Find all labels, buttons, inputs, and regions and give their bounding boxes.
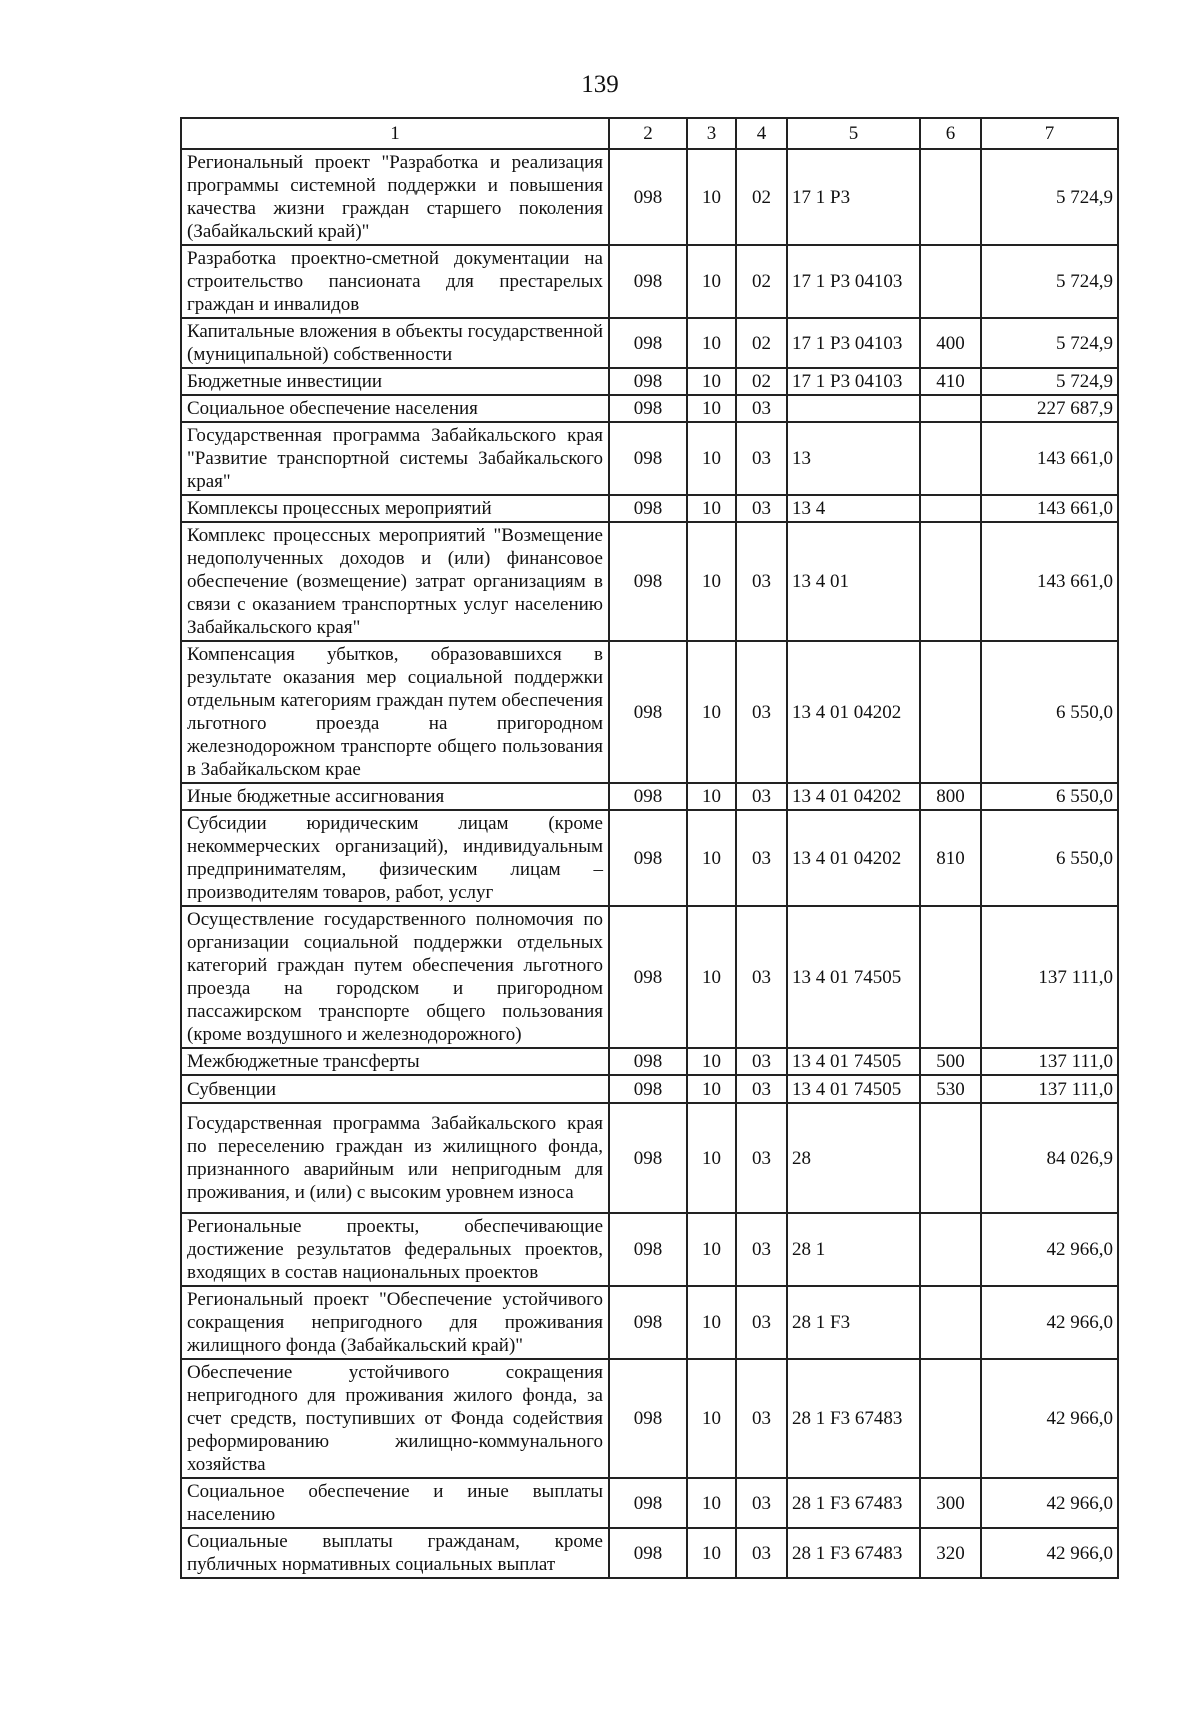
row-expense-type [920, 149, 981, 245]
row-ministry-code: 098 [609, 783, 687, 810]
row-ministry-code: 098 [609, 1478, 687, 1528]
row-subsection-code: 03 [736, 422, 787, 495]
table-body [181, 149, 1118, 1578]
row-name: Компенсация убытков, образовавшихся в результате оказания мер социальной поддержки отдельным категориям граждан путем обеспечения льготного проезда на пригородном железнодорожном транспорте общего пользования в Забайкальском крае [181, 641, 609, 783]
row-name: Региональный проект "Разработка и реализация программы системной поддержки и повышения качества жизни граждан старшего поколения (Забайкальский край)" [181, 149, 609, 245]
row-target-article: 28 1 F3 [787, 1286, 920, 1359]
row-amount: 137 111,0 [981, 1048, 1118, 1075]
row-section-code: 10 [687, 1359, 736, 1478]
row-ministry-code: 098 [609, 318, 687, 368]
table-row [181, 783, 1118, 810]
row-section-code: 10 [687, 495, 736, 522]
table-row [181, 422, 1118, 495]
header-col-3: 3 [687, 118, 736, 149]
row-amount: 42 966,0 [981, 1528, 1118, 1578]
row-amount: 42 966,0 [981, 1213, 1118, 1286]
row-ministry-code: 098 [609, 1286, 687, 1359]
row-subsection-code: 02 [736, 149, 787, 245]
row-section-code: 10 [687, 1528, 736, 1578]
table-row [181, 1528, 1118, 1578]
row-section-code: 10 [687, 368, 736, 395]
row-subsection-code: 03 [736, 1048, 787, 1075]
row-amount: 42 966,0 [981, 1478, 1118, 1528]
table-row [181, 1359, 1118, 1478]
row-target-article: 17 1 Р3 [787, 149, 920, 245]
row-ministry-code: 098 [609, 495, 687, 522]
table-row [181, 149, 1118, 245]
row-target-article: 13 4 01 [787, 522, 920, 641]
row-subsection-code: 03 [736, 1075, 787, 1103]
row-target-article: 13 4 01 74505 [787, 1075, 920, 1103]
table-row [181, 495, 1118, 522]
row-section-code: 10 [687, 783, 736, 810]
row-amount: 42 966,0 [981, 1359, 1118, 1478]
row-ministry-code: 098 [609, 368, 687, 395]
row-expense-type [920, 1103, 981, 1213]
row-target-article: 17 1 Р3 04103 [787, 368, 920, 395]
row-name: Государственная программа Забайкальского края "Развитие транспортной системы Забайкальского края" [181, 422, 609, 495]
row-target-article: 28 1 F3 67483 [787, 1359, 920, 1478]
row-section-code: 10 [687, 149, 736, 245]
header-col-5: 5 [787, 118, 920, 149]
row-amount: 6 550,0 [981, 641, 1118, 783]
row-ministry-code: 098 [609, 1048, 687, 1075]
row-ministry-code: 098 [609, 395, 687, 422]
row-section-code: 10 [687, 906, 736, 1048]
row-amount: 143 661,0 [981, 495, 1118, 522]
row-amount: 5 724,9 [981, 245, 1118, 318]
row-amount: 6 550,0 [981, 783, 1118, 810]
row-subsection-code: 03 [736, 641, 787, 783]
row-expense-type: 810 [920, 810, 981, 906]
row-target-article: 28 1 F3 67483 [787, 1528, 920, 1578]
row-target-article: 17 1 Р3 04103 [787, 318, 920, 368]
row-expense-type: 300 [920, 1478, 981, 1528]
header-col-7: 7 [981, 118, 1118, 149]
row-section-code: 10 [687, 318, 736, 368]
row-expense-type [920, 422, 981, 495]
row-target-article: 13 [787, 422, 920, 495]
row-expense-type: 400 [920, 318, 981, 368]
row-amount: 5 724,9 [981, 149, 1118, 245]
row-expense-type [920, 1213, 981, 1286]
row-expense-type: 320 [920, 1528, 981, 1578]
row-expense-type [920, 395, 981, 422]
row-ministry-code: 098 [609, 1075, 687, 1103]
header-col-1: 1 [181, 118, 609, 149]
row-subsection-code: 03 [736, 810, 787, 906]
table-row [181, 368, 1118, 395]
row-subsection-code: 02 [736, 245, 787, 318]
row-subsection-code: 03 [736, 495, 787, 522]
row-target-article: 13 4 01 04202 [787, 641, 920, 783]
row-section-code: 10 [687, 245, 736, 318]
row-name: Капитальные вложения в объекты государственной (муниципальной) собственности [181, 318, 609, 368]
page-number: 139 [581, 71, 619, 98]
row-target-article: 17 1 Р3 04103 [787, 245, 920, 318]
table-row [181, 1213, 1118, 1286]
row-section-code: 10 [687, 641, 736, 783]
row-ministry-code: 098 [609, 1103, 687, 1213]
row-ministry-code: 098 [609, 810, 687, 906]
row-amount: 227 687,9 [981, 395, 1118, 422]
row-amount: 137 111,0 [981, 906, 1118, 1048]
row-name: Осуществление государственного полномочия по организации социальной поддержки отдельных категорий граждан путем обеспечения льготного проезда на городском и пригородном пассажирском транспорте общего пользования (кроме воздушного и железнодорожного) [181, 906, 609, 1048]
row-amount: 6 550,0 [981, 810, 1118, 906]
table-row [181, 1048, 1118, 1075]
row-subsection-code: 03 [736, 783, 787, 810]
row-expense-type [920, 1359, 981, 1478]
row-expense-type: 530 [920, 1075, 981, 1103]
table-row [181, 522, 1118, 641]
row-name: Социальное обеспечение и иные выплаты населению [181, 1478, 609, 1528]
row-name: Комплексы процессных мероприятий [181, 495, 609, 522]
row-name: Социальные выплаты гражданам, кроме публичных нормативных социальных выплат [181, 1528, 609, 1578]
row-name: Региональные проекты, обеспечивающие достижение результатов федеральных проектов, входящих в состав национальных проектов [181, 1213, 609, 1286]
row-ministry-code: 098 [609, 149, 687, 245]
header-row [181, 118, 1118, 149]
row-expense-type: 500 [920, 1048, 981, 1075]
row-name: Социальное обеспечение населения [181, 395, 609, 422]
row-subsection-code: 03 [736, 1286, 787, 1359]
row-amount: 5 724,9 [981, 318, 1118, 368]
row-section-code: 10 [687, 810, 736, 906]
row-target-article: 13 4 [787, 495, 920, 522]
row-section-code: 10 [687, 422, 736, 495]
row-subsection-code: 02 [736, 318, 787, 368]
row-subsection-code: 03 [736, 1103, 787, 1213]
row-name: Субсидии юридическим лицам (кроме некоммерческих организаций), индивидуальным предпринимателям, физическим лицам – производителям товаров, работ, услуг [181, 810, 609, 906]
row-ministry-code: 098 [609, 245, 687, 318]
table-row [181, 245, 1118, 318]
row-expense-type [920, 495, 981, 522]
row-target-article: 13 4 01 74505 [787, 1048, 920, 1075]
row-expense-type [920, 245, 981, 318]
row-expense-type [920, 522, 981, 641]
row-ministry-code: 098 [609, 522, 687, 641]
row-section-code: 10 [687, 1103, 736, 1213]
row-amount: 137 111,0 [981, 1075, 1118, 1103]
row-expense-type: 410 [920, 368, 981, 395]
row-subsection-code: 03 [736, 1359, 787, 1478]
row-name: Иные бюджетные ассигнования [181, 783, 609, 810]
row-target-article: 13 4 01 04202 [787, 783, 920, 810]
row-subsection-code: 03 [736, 395, 787, 422]
table-row [181, 810, 1118, 906]
row-amount: 5 724,9 [981, 368, 1118, 395]
row-ministry-code: 098 [609, 1213, 687, 1286]
row-expense-type [920, 641, 981, 783]
row-section-code: 10 [687, 1478, 736, 1528]
row-expense-type: 800 [920, 783, 981, 810]
row-name: Разработка проектно-сметной документации на строительство пансионата для престарелых граждан и инвалидов [181, 245, 609, 318]
table-row [181, 1075, 1118, 1103]
row-target-article: 28 [787, 1103, 920, 1213]
table-row [181, 906, 1118, 1048]
row-target-article: 13 4 01 74505 [787, 906, 920, 1048]
row-section-code: 10 [687, 1213, 736, 1286]
row-name: Межбюджетные трансферты [181, 1048, 609, 1075]
row-ministry-code: 098 [609, 641, 687, 783]
row-name: Региональный проект "Обеспечение устойчивого сокращения непригодного для проживания жилищного фонда (Забайкальский край)" [181, 1286, 609, 1359]
row-name: Комплекс процессных мероприятий "Возмещение недополученных доходов и (или) финансовое обеспечение (возмещение) затрат организациям в связи с оказанием транспортных услуг населению Забайкальского края" [181, 522, 609, 641]
row-name: Государственная программа Забайкальского края по переселению граждан из жилищного фонда, признанного аварийным или непригодным для проживания, и (или) с высоким уровнем износа [181, 1103, 609, 1213]
row-name: Бюджетные инвестиции [181, 368, 609, 395]
row-section-code: 10 [687, 1286, 736, 1359]
table-row [181, 395, 1118, 422]
row-ministry-code: 098 [609, 422, 687, 495]
table-row [181, 641, 1118, 783]
row-amount: 143 661,0 [981, 522, 1118, 641]
row-amount: 42 966,0 [981, 1286, 1118, 1359]
row-section-code: 10 [687, 1048, 736, 1075]
row-expense-type [920, 906, 981, 1048]
row-subsection-code: 02 [736, 368, 787, 395]
row-amount: 143 661,0 [981, 422, 1118, 495]
row-section-code: 10 [687, 1075, 736, 1103]
row-expense-type [920, 1286, 981, 1359]
row-name: Обеспечение устойчивого сокращения непригодного для проживания жилого фонда, за счет средств, поступивших от Фонда содействия реформированию жилищно-коммунального хозяйства [181, 1359, 609, 1478]
row-subsection-code: 03 [736, 1528, 787, 1578]
header-col-2: 2 [609, 118, 687, 149]
row-name: Субвенции [181, 1075, 609, 1103]
row-ministry-code: 098 [609, 1359, 687, 1478]
row-section-code: 10 [687, 522, 736, 641]
table-row [181, 1478, 1118, 1528]
table-row [181, 1103, 1118, 1213]
budget-table [180, 117, 1119, 1579]
row-subsection-code: 03 [736, 1478, 787, 1528]
row-target-article: 28 1 [787, 1213, 920, 1286]
header-col-6: 6 [920, 118, 981, 149]
table-row [181, 318, 1118, 368]
row-target-article [787, 395, 920, 422]
row-target-article: 13 4 01 04202 [787, 810, 920, 906]
row-ministry-code: 098 [609, 906, 687, 1048]
row-subsection-code: 03 [736, 906, 787, 1048]
row-ministry-code: 098 [609, 1528, 687, 1578]
row-subsection-code: 03 [736, 1213, 787, 1286]
row-amount: 84 026,9 [981, 1103, 1118, 1213]
row-section-code: 10 [687, 395, 736, 422]
table-row [181, 1286, 1118, 1359]
row-target-article: 28 1 F3 67483 [787, 1478, 920, 1528]
row-subsection-code: 03 [736, 522, 787, 641]
header-col-4: 4 [736, 118, 787, 149]
